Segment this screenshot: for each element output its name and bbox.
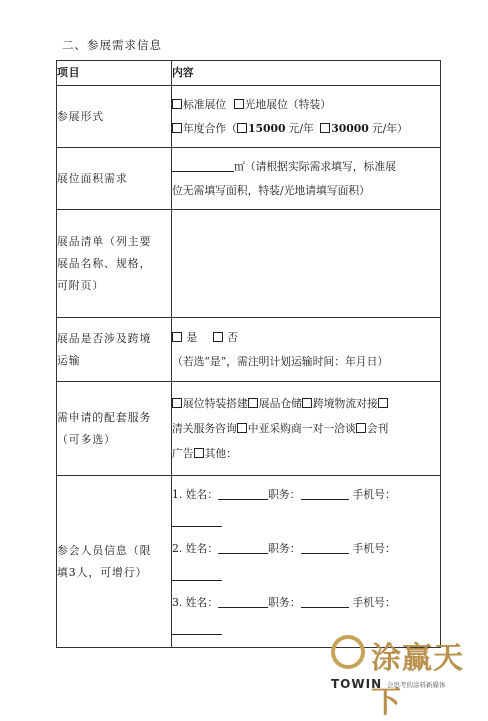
- annual-cooperation-label: 年度合作（: [183, 121, 237, 135]
- attendee-name-label: 姓名：: [185, 541, 219, 555]
- price-30000-unit: 元/年）: [371, 121, 408, 135]
- attendee-entry: [172, 535, 440, 589]
- service-storage-label: 展品仓储: [258, 397, 302, 410]
- attendee-phone-label: 手机号：: [352, 595, 396, 609]
- cross-border-note: （若选“是”，需注明计划运输时间：年月日）: [172, 354, 389, 368]
- service-other-checkbox[interactable]: [194, 448, 204, 458]
- services-label-2: （可多选）: [57, 432, 116, 446]
- row-cross-border: [57, 318, 441, 382]
- services-label-1: 需申请的配套服务: [57, 410, 152, 424]
- service-catalog-label: 会刊: [366, 422, 389, 435]
- attendee-post-blank[interactable]: [301, 607, 349, 608]
- attendee-number: 1.: [172, 487, 183, 501]
- area-note-line1: （请根据实际需求填写，标准展: [244, 159, 396, 173]
- attendee-name-blank[interactable]: [218, 607, 268, 608]
- raw-space-label: 光地展位（特装）: [244, 97, 331, 111]
- exhibit-list-field[interactable]: [172, 210, 441, 318]
- service-buyer-meeting-checkbox[interactable]: [237, 423, 247, 433]
- cross-border-label-1: 展品是否涉及跨境: [57, 331, 152, 345]
- attendee-post-label: 职务：: [268, 541, 301, 555]
- row-booth-area: [57, 148, 441, 210]
- table-header-row: [57, 61, 441, 86]
- attendee-phone-label: 手机号：: [352, 487, 396, 501]
- cross-border-no-label: 否: [227, 330, 238, 344]
- service-other-label: 其他：: [204, 447, 237, 460]
- exhibit-form-label: 参展形式: [57, 86, 172, 148]
- service-ad-label: 广告: [172, 447, 194, 460]
- service-logistics-label: 跨境物流对接: [312, 397, 378, 410]
- price-15000: 15000: [247, 121, 286, 135]
- attendee-name-label: 姓名：: [185, 595, 219, 609]
- attendees-label-1: 参会人员信息（限: [57, 543, 152, 557]
- area-note-line2: 位无需填写面积，特装/光地请填写面积）: [172, 183, 370, 197]
- attendee-name-label: 姓名：: [185, 487, 219, 501]
- row-services: [57, 382, 441, 476]
- area-blank[interactable]: [172, 171, 234, 172]
- exhibit-list-label-2: 展品名称、规格，: [57, 256, 152, 270]
- raw-space-checkbox[interactable]: [234, 99, 244, 109]
- row-exhibit-list: [57, 210, 441, 318]
- attendee-phone-blank[interactable]: [172, 526, 222, 527]
- cross-border-yes-checkbox[interactable]: [172, 332, 182, 342]
- service-booth-build-label: 展位特装搭建: [183, 397, 248, 410]
- logo-english-text: TOWIN: [331, 677, 383, 691]
- area-unit: ㎡: [234, 159, 245, 173]
- price-30000-checkbox[interactable]: [320, 123, 330, 133]
- cross-border-yes-label: 是: [186, 330, 198, 344]
- attendee-name-blank[interactable]: [218, 499, 268, 500]
- attendee-post-blank[interactable]: [301, 553, 349, 554]
- towin-watermark-logo: [329, 635, 479, 720]
- service-storage-checkbox[interactable]: [248, 398, 258, 408]
- booth-area-label: 展位面积需求: [57, 148, 172, 210]
- price-30000: 30000: [331, 121, 369, 135]
- row-exhibit-form: [57, 86, 441, 148]
- service-customs-label: 清关服务咨询: [172, 422, 237, 435]
- logo-chinese-text: 涂赢天下: [371, 641, 464, 720]
- standard-booth-checkbox[interactable]: [172, 99, 182, 109]
- attendee-phone-blank[interactable]: [172, 580, 222, 581]
- attendee-number: 2.: [172, 541, 183, 555]
- annual-cooperation-checkbox[interactable]: [172, 123, 182, 133]
- attendees-label-2: 填3人，可增行）: [57, 565, 148, 579]
- cross-border-no-checkbox[interactable]: [213, 332, 223, 342]
- price-15000-checkbox[interactable]: [237, 123, 247, 133]
- service-booth-build-checkbox[interactable]: [172, 398, 182, 408]
- attendee-post-blank[interactable]: [301, 499, 349, 500]
- header-content: 内容: [172, 61, 441, 86]
- exhibit-list-label-3: 可附页）: [57, 278, 105, 292]
- attendee-phone-label: 手机号：: [352, 541, 396, 555]
- section-title: 二、参展需求信息: [62, 38, 162, 52]
- attendee-post-label: 职务：: [268, 487, 301, 501]
- service-customs-checkbox[interactable]: [378, 398, 388, 408]
- standard-booth-label: 标准展位: [183, 97, 227, 111]
- row-attendees: [57, 476, 441, 648]
- header-item: 项目: [57, 61, 172, 86]
- cross-border-label-2: 运输: [57, 353, 81, 367]
- attendee-name-blank[interactable]: [218, 553, 268, 554]
- logo-tagline: 会思考的涂料新媒体: [387, 681, 446, 689]
- price-15000-unit: 元/年: [288, 121, 314, 135]
- attendee-phone-blank[interactable]: [172, 634, 222, 635]
- attendee-post-label: 职务：: [268, 595, 301, 609]
- attendee-number: 3.: [172, 595, 183, 609]
- exhibit-list-label-1: 展品清单（列主要: [57, 234, 152, 248]
- service-catalog-checkbox[interactable]: [356, 423, 366, 433]
- service-logistics-checkbox[interactable]: [302, 398, 312, 408]
- attendee-entry: [172, 481, 440, 535]
- service-buyer-meeting-label: 中亚采购商一对一洽谈: [247, 422, 356, 435]
- exhibition-requirements-table: [56, 60, 441, 648]
- logo-ring-icon: [331, 635, 365, 669]
